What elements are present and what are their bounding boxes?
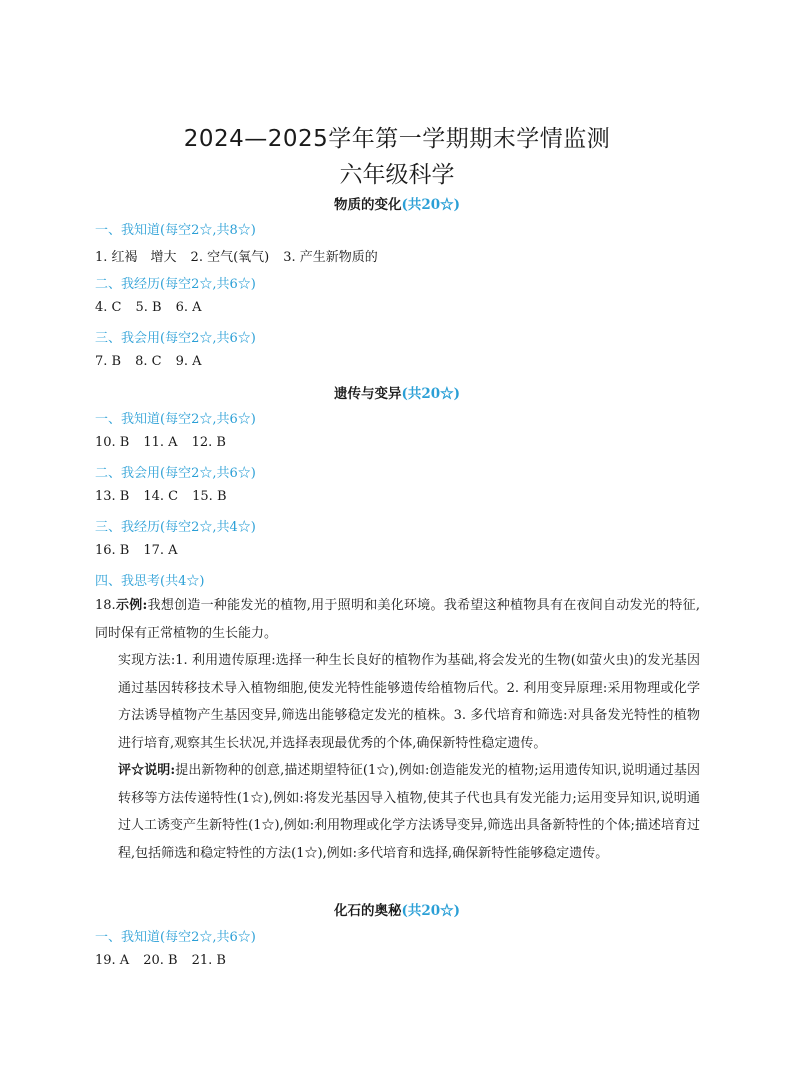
answer: 4. C (95, 300, 122, 315)
unit-heading (0, 382, 794, 402)
unit-name: 遗传与变异 (333, 386, 402, 402)
answer: 6. A (175, 300, 202, 315)
answer: 17. A (143, 543, 178, 558)
answer: 16. B (95, 543, 130, 558)
answer: 10. B (95, 435, 130, 450)
section-meta: (每空2☆,共6☆) (160, 277, 256, 292)
section-meta: (共4☆) (160, 574, 205, 589)
section-label: 四、我思考 (95, 574, 161, 589)
answer: 12. B (191, 435, 226, 450)
question-18-answer (95, 592, 700, 867)
unit-score: (共20☆) (401, 903, 461, 919)
section-heading (95, 273, 256, 292)
answer: 15. B (192, 489, 227, 504)
unit-name: 化石的奥秘 (333, 903, 402, 919)
section-meta: (每空2☆,共8☆) (160, 223, 256, 238)
answer-row (95, 435, 240, 450)
section-heading (95, 462, 256, 481)
section-label: 三、我经历 (95, 520, 161, 535)
section-heading (95, 408, 256, 427)
unit-score: (共20☆) (401, 386, 461, 402)
unit-score: (共20☆) (401, 197, 461, 213)
answer-row (95, 543, 192, 558)
answer: 20. B (143, 953, 178, 968)
section-label: 三、我会用 (95, 331, 161, 346)
section-meta: (每空2☆,共4☆) (160, 520, 256, 535)
answer: 7. B (95, 354, 122, 369)
q18-method: 实现方法:1. 利用遗传原理:选择一种生长良好的植物作为基础,将会发光的生物(如萤火虫)的发光基因通过基因转移技术导入植物细胞,使发光特性能够遗传给植物后代。2. 利用变异原理:采用物理或化学方法诱导植物产生基因变异,筛选出能够稳定发光的植株。3. 多代培育和筛选:对具备发光特性的植物进行培育,观察其生长状况,并选择表现最优秀的个体,确保新特性稳定遗传。 (118, 653, 700, 751)
section-label: 二、我经历 (95, 277, 161, 292)
answer: 1. 红褐 增大 (95, 250, 177, 265)
answer: 5. B (135, 300, 162, 315)
answer: 19. A (95, 953, 130, 968)
page-subtitle: 六年级科学 (339, 162, 455, 188)
section-heading (95, 570, 204, 589)
unit-heading (0, 193, 794, 213)
answer: 13. B (95, 489, 130, 504)
question-number: 18. (95, 598, 116, 613)
answer: 9. A (175, 354, 202, 369)
section-heading (95, 926, 256, 945)
q18-example (95, 592, 700, 647)
section-label: 一、我知道 (95, 223, 161, 238)
answer-row (95, 354, 216, 369)
answer: 2. 空气(氧气) (190, 250, 270, 265)
section-meta: (每空2☆,共6☆) (160, 466, 256, 481)
page-title: 2024—2025学年第一学期期末学情监测 (183, 126, 611, 152)
evaluation-label: 评☆说明: (118, 763, 176, 778)
unit-heading (0, 899, 794, 919)
section-label: 二、我会用 (95, 466, 161, 481)
example-label: 示例: (115, 598, 148, 613)
answer-row (95, 489, 241, 504)
answer-row (95, 246, 392, 265)
answer-row (95, 953, 240, 968)
answer: 3. 产生新物质的 (283, 250, 378, 265)
section-meta: (每空2☆,共6☆) (160, 412, 256, 427)
section-label: 一、我知道 (95, 930, 161, 945)
answer: 8. C (135, 354, 162, 369)
section-heading (95, 327, 256, 346)
q18-evaluation (95, 757, 700, 867)
section-label: 一、我知道 (95, 412, 161, 427)
section-heading (95, 219, 256, 238)
example-text: 我想创造一种能发光的植物,用于照明和美化环境。我希望这种植物具有在夜间自动发光的特征,同时保有正常植物的生长能力。 (95, 598, 700, 641)
section-meta: (每空2☆,共6☆) (160, 930, 256, 945)
answer: 21. B (191, 953, 226, 968)
section-meta: (每空2☆,共6☆) (160, 331, 256, 346)
unit-name: 物质的变化 (333, 197, 402, 213)
answer: 14. C (143, 489, 179, 504)
evaluation-text: 提出新物种的创意,描述期望特征(1☆),例如:创造能发光的植物;运用遗传知识,说明通过基因转移等方法传递特性(1☆),例如:将发光基因导入植物,使其子代也具有发光能力;运用变异知识,说明通过人工诱变产生新特性(1☆),例如:利用物理或化学方法诱导变异,筛选出具备新特性的个体;描述培育过程,包括筛选和稳定特性的方法(1☆),例如:多代培育和选择,确保新特性能够稳定遗传。 (118, 763, 700, 861)
answer: 11. A (143, 435, 178, 450)
section-heading (95, 516, 256, 535)
answer-row (95, 300, 216, 315)
